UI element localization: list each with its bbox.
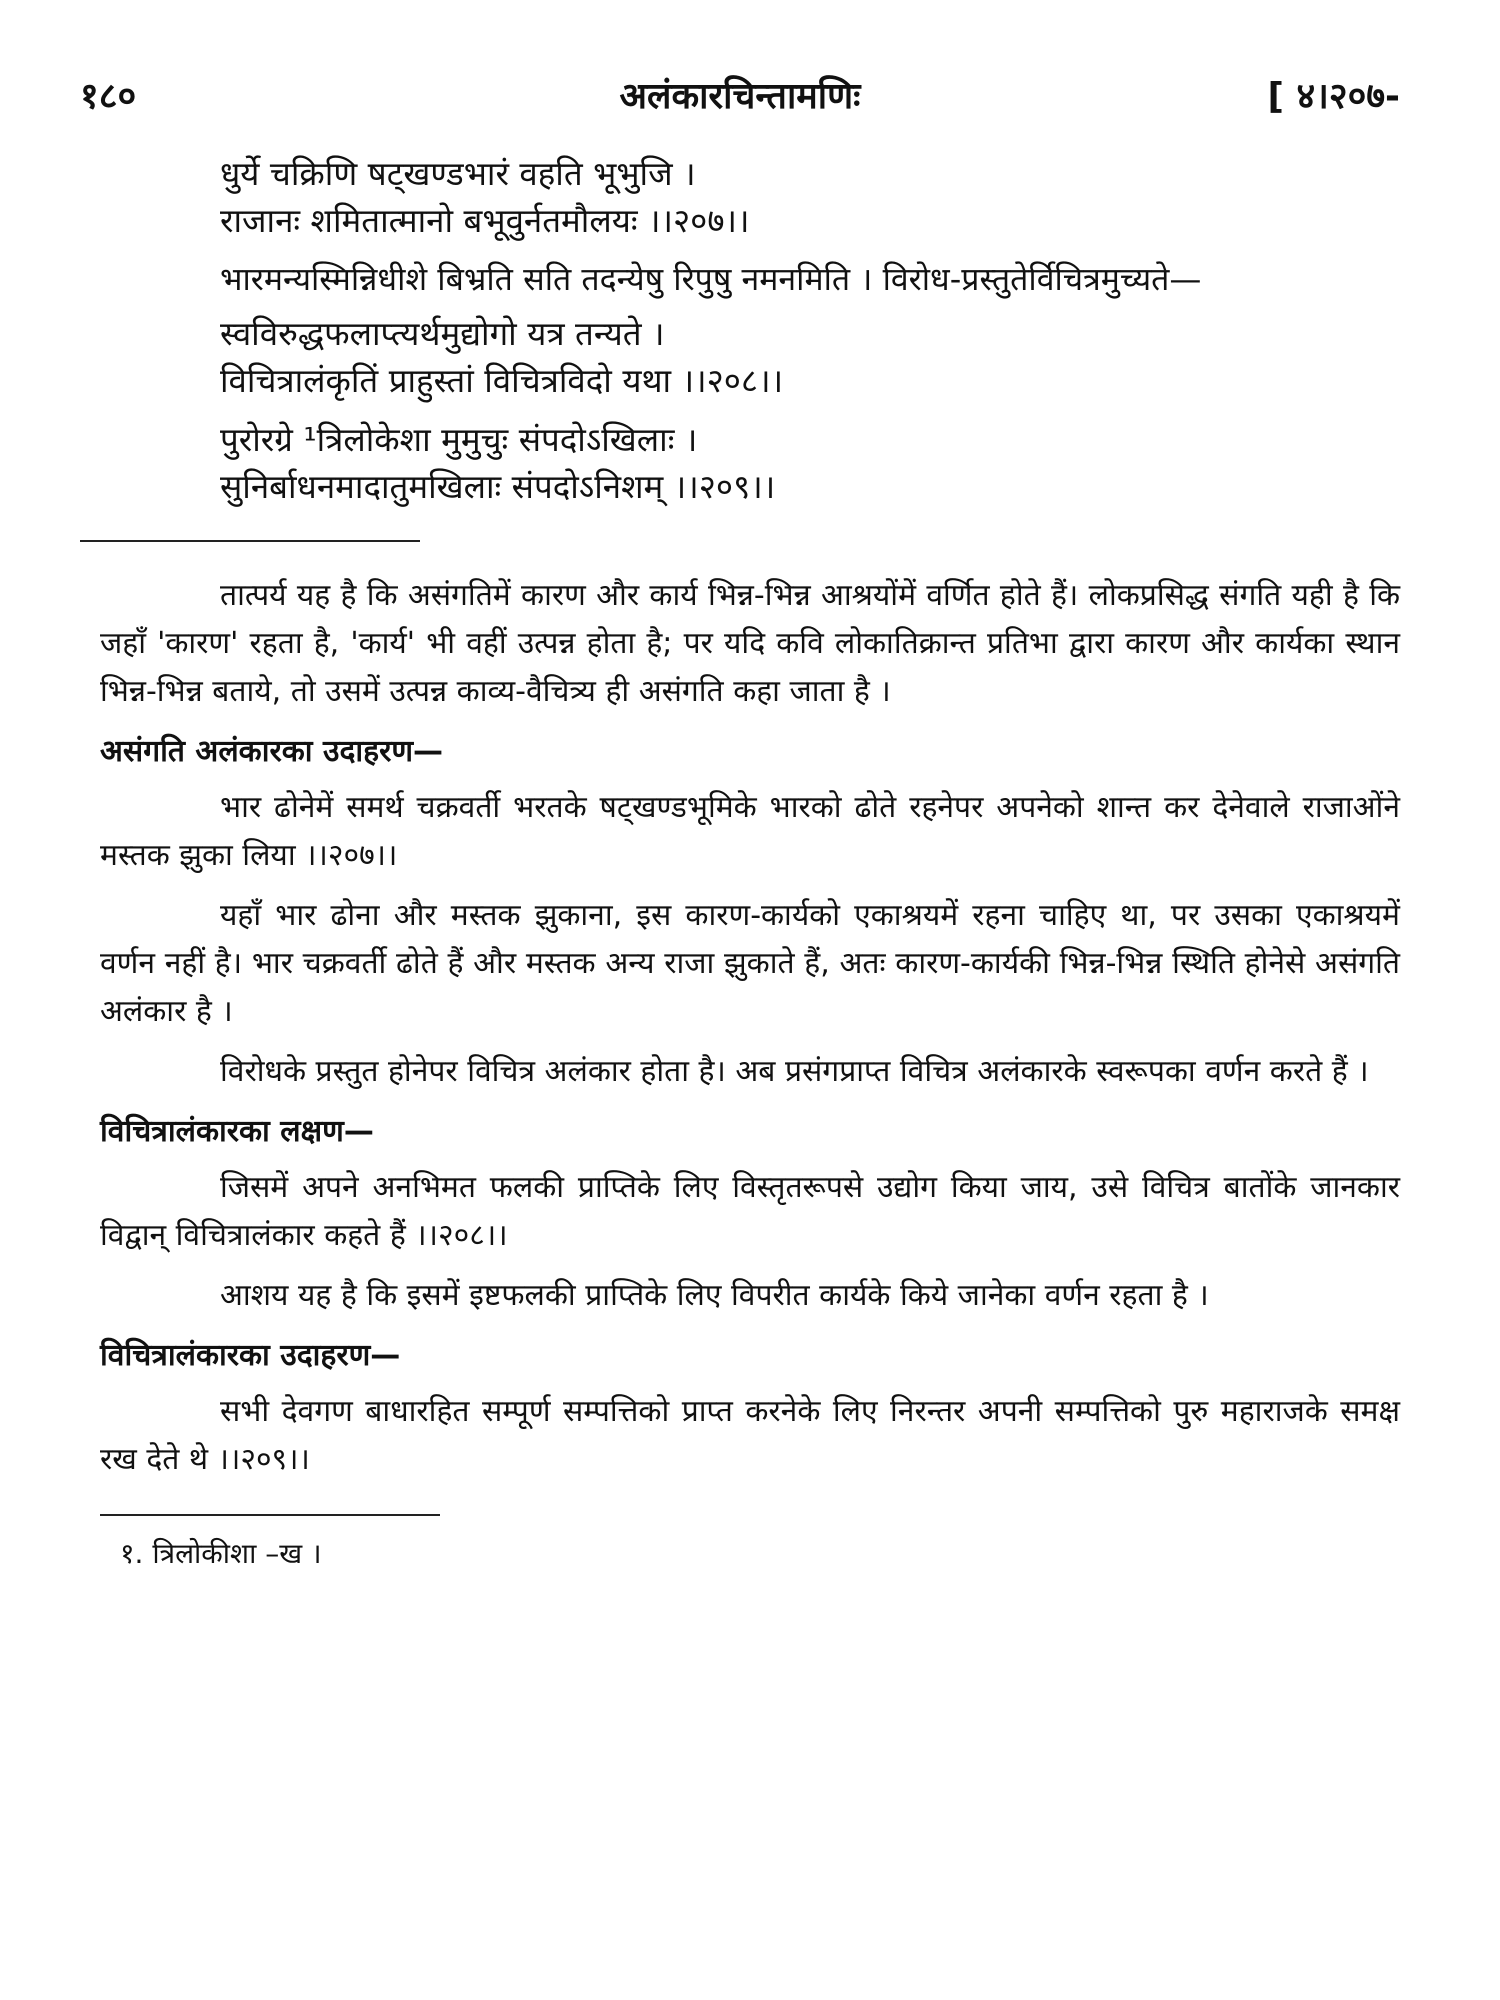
verse-line: विचित्रालंकृतिं प्राहुस्तां विचित्रविदो यथा ।।२०८।। bbox=[220, 361, 784, 400]
running-title: अलंकारचिन्तामणिः bbox=[619, 76, 861, 117]
commentary-paragraph: आशय यह है कि इसमें इष्टफलकी प्राप्तिके लिए विपरीत कार्यके किये जानेका वर्णन रहता है । bbox=[220, 1278, 1209, 1313]
verse-line: सुनिर्बाधनमादातुमखिलाः संपदोऽनिशम् ।।२०९।। bbox=[220, 467, 776, 506]
commentary-paragraph: जिसमें अपने अनभिमत फलकी प्राप्तिके लिए विस्तृतरूपसे उद्योग किया जाय, उसे विचित्र बातोंके जानकार विद्वान् विचित्रालंकार कहते हैं ।।२०८।। bbox=[100, 1170, 1400, 1253]
verse-line: स्वविरुद्धफलाप्त्यर्थमुद्योगो यत्र तन्यते । bbox=[220, 314, 665, 353]
commentary-paragraph: तात्पर्य यह है कि असंगतिमें कारण और कार्य भिन्न-भिन्न आश्रयोंमें वर्णित होते हैं। लोकप्रसिद्ध संगति यही है कि जहाँ 'कारण' रहता है, 'कार्य' भी वहीं उत्पन्न होता है; पर यदि कवि लोकातिक्रान्त प्रतिभा द्वारा कारण और कार्यका स्थान भिन्न-भिन्न बताये, तो उसमें उत्पन्न काव्य-वैचित्र्य ही असंगति कहा जाता है । bbox=[100, 578, 1400, 709]
page-header bbox=[80, 70, 1400, 120]
sanskrit-prose: भारमन्यस्मिन्निधीशे बिभ्रति सति तदन्येषु रिपुषु नमनमिति । विरोध-प्रस्तुतेर्विचित्रमुच्यते— bbox=[220, 260, 1202, 298]
commentary-paragraph: विरोधके प्रस्तुत होनेपर विचित्र अलंकार होता है। अब प्रसंगप्राप्त विचित्र अलंकारके स्वरूपका वर्णन करते हैं । bbox=[220, 1054, 1369, 1089]
page-number: १८० bbox=[80, 76, 137, 117]
commentary-paragraph: भार ढोनेमें समर्थ चक्रवर्ती भरतके षट्खण्डभूमिके भारको ढोते रहनेपर अपनेको शान्त कर देनेवाले राजाओंने मस्तक झुका लिया ।।२०७।। bbox=[100, 790, 1400, 873]
verse-209 bbox=[100, 416, 1400, 510]
verse-reference: [ ४।२०७- bbox=[1267, 76, 1400, 117]
footnote-divider bbox=[100, 1514, 440, 1516]
verse-line: राजानः शमितात्मानो बभूवुर्नतमौलयः ।।२०७।। bbox=[220, 201, 750, 240]
section-heading: विचित्रालंकारका लक्षण— bbox=[100, 1114, 374, 1149]
footnote: १. त्रिलोकीशा –ख । bbox=[120, 1537, 322, 1570]
page-body bbox=[100, 150, 1400, 1574]
divider bbox=[80, 540, 420, 542]
verse-208 bbox=[100, 310, 1400, 404]
verse-line: धुर्ये चक्रिणि षट्खण्डभारं वहति भूभुजि । bbox=[220, 154, 696, 193]
section-heading: असंगति अलंकारका उदाहरण— bbox=[100, 734, 444, 769]
commentary-paragraph: सभी देवगण बाधारहित सम्पूर्ण सम्पत्तिको प्राप्त करनेके लिए निरन्तर अपनी सम्पत्तिको पुरु महाराजके समक्ष रख देते थे ।।२०९।। bbox=[100, 1394, 1400, 1477]
verse-207 bbox=[100, 150, 1400, 244]
verse-line: पुरोरग्रे ¹त्रिलोकेशा मुमुचुः संपदोऽखिलाः । bbox=[220, 420, 698, 459]
commentary-paragraph: यहाँ भार ढोना और मस्तक झुकाना, इस कारण-कार्यको एकाश्रयमें रहना चाहिए था, पर उसका एकाश्रयमें वर्णन नहीं है। भार चक्रवर्ती ढोते हैं और मस्तक अन्य राजा झुकाते हैं, अतः कारण-कार्यकी भिन्न-भिन्न स्थिति होनेसे असंगति अलंकार है । bbox=[100, 898, 1400, 1029]
section-heading: विचित्रालंकारका उदाहरण— bbox=[100, 1338, 401, 1373]
